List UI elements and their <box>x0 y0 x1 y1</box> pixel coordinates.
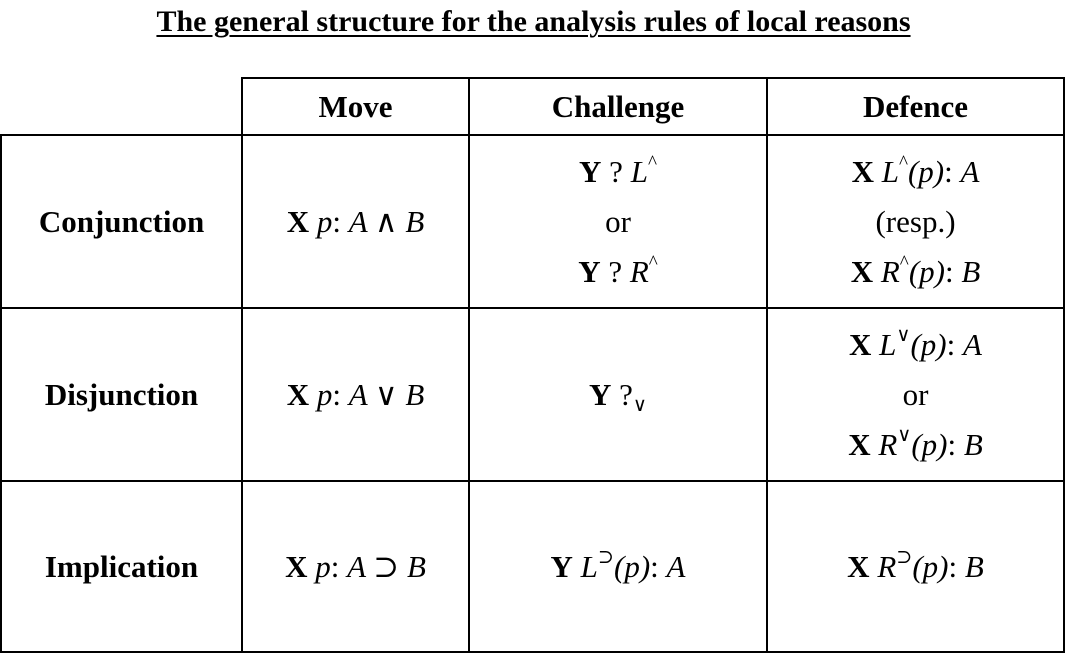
move-line: X p: A ∧ B <box>286 203 425 239</box>
row-label-conjunction: Conjunction <box>38 203 205 239</box>
defence-or: or <box>902 376 929 412</box>
challenge-or: or <box>605 203 631 239</box>
challenge-implication <box>470 482 766 651</box>
defence-line-right: X R^(p): B <box>850 251 981 289</box>
defence-conjunction <box>768 136 1063 307</box>
defence-line-right: X R∨(p): B <box>848 424 983 462</box>
row-label-disjunction: Disjunction <box>44 376 199 412</box>
challenge-conjunction <box>470 136 766 307</box>
table-title: The general structure for the analysis rules of local reasons <box>156 5 911 38</box>
move-disjunction <box>243 309 468 480</box>
defence-disjunction <box>768 309 1063 480</box>
move-line: X p: A ∨ B <box>286 376 425 412</box>
header-move: Move <box>318 88 393 124</box>
defence-line-left: X L^(p): A <box>851 151 980 189</box>
defence-line: X R⊃(p): B <box>847 546 984 584</box>
move-implication <box>243 482 468 651</box>
header-challenge: Challenge <box>551 88 685 124</box>
move-conjunction <box>243 136 468 307</box>
grid-line-right <box>1063 77 1065 653</box>
challenge-line: Y L⊃(p): A <box>550 546 686 584</box>
defence-implication <box>768 482 1063 651</box>
row-label-implication: Implication <box>44 548 199 584</box>
challenge-line: Y $?_\vee$ <box>589 376 647 416</box>
defence-resp: (resp.) <box>875 203 956 239</box>
defence-line-left: X L∨(p): A <box>849 324 982 362</box>
challenge-line-left: Y ? L^ <box>579 151 657 189</box>
header-defence: Defence <box>863 88 968 124</box>
challenge-disjunction <box>470 309 766 480</box>
move-line: X p: A ⊃ B <box>285 548 426 584</box>
challenge-line-right: Y ? R^ <box>578 251 658 289</box>
grid-line-bottom <box>0 651 1065 653</box>
